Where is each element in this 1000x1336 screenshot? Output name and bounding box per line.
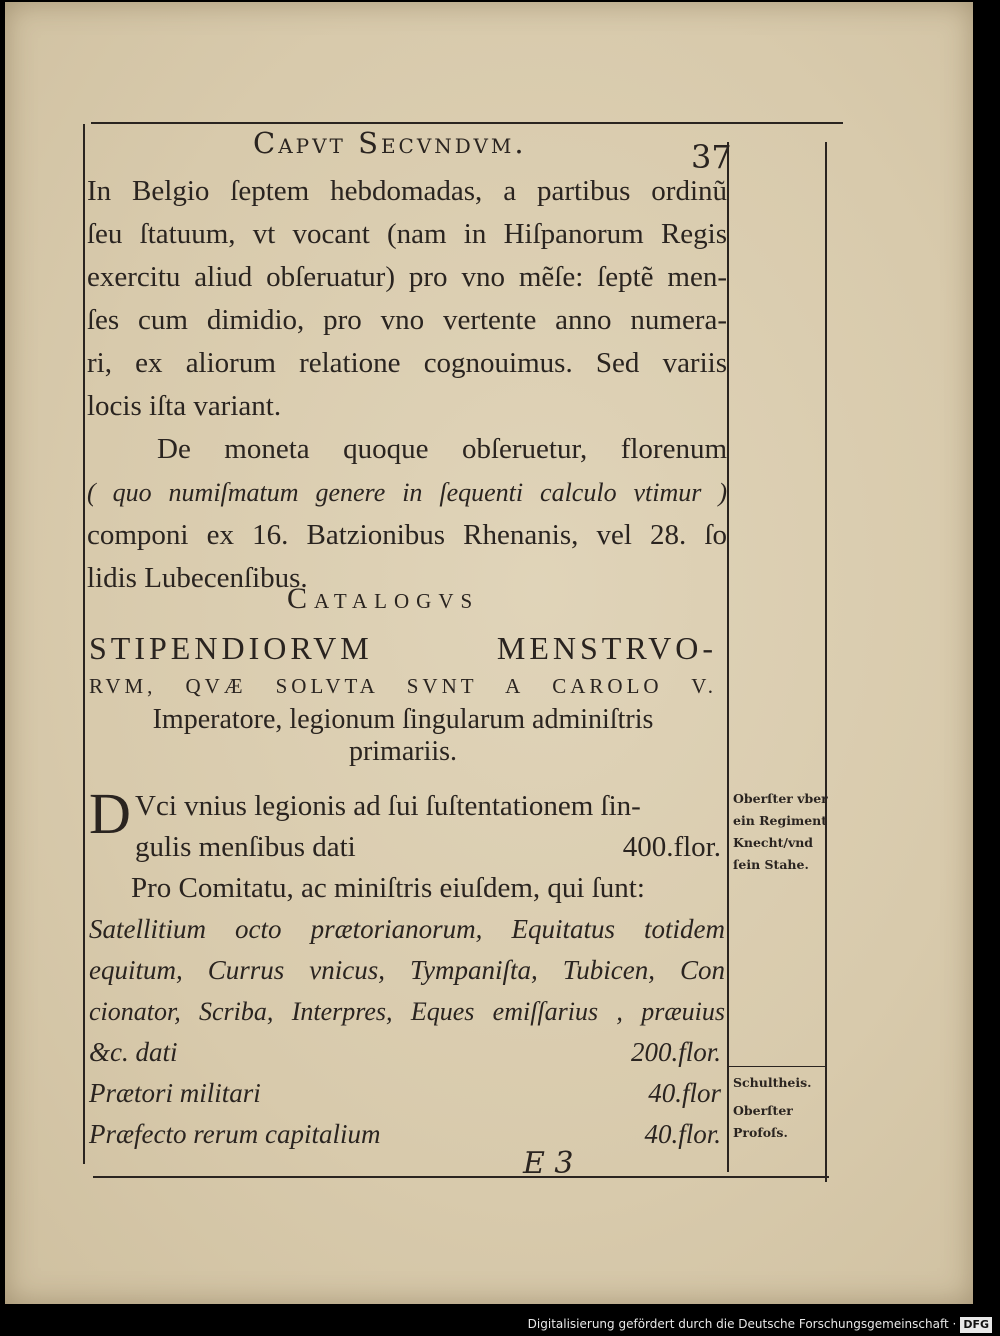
left-rule xyxy=(83,124,85,1164)
entry-text: Prætori militari xyxy=(89,1078,261,1108)
entry-line xyxy=(89,1073,725,1114)
stipend-entries xyxy=(89,781,725,1155)
entry-amount: 40.flor. xyxy=(644,1119,721,1149)
dfg-logo: DFG xyxy=(960,1317,992,1333)
outer-right-rule xyxy=(825,142,827,1182)
marginal-note-line: Knecht/vnd xyxy=(733,835,814,850)
digitization-footer xyxy=(0,1312,992,1336)
entry-line: Satellitium octo prætorianorum, Equitatus totidem xyxy=(89,914,725,944)
marginal-note xyxy=(733,1100,793,1144)
body-line: componi ex 16. Batzionibus Rhenanis, vel 28. ſo xyxy=(87,519,727,551)
marginal-note-line: Oberſter xyxy=(733,1103,793,1118)
entry-line xyxy=(89,827,725,868)
catalog-heading-line: RVM, QVÆ SOLVTA SVNT A CAROLO V. xyxy=(89,674,717,698)
running-head: Capvt Secvndvm. xyxy=(253,126,527,160)
entry-line: cionator, Scriba, Interpres, Eques emiſſarius , præuius xyxy=(89,997,725,1026)
body-line: ſes cum dimidio, pro vno vertente anno numera- xyxy=(87,304,727,336)
body-line: In Belgio ſeptem hebdomadas, a partibus ordinũ xyxy=(87,175,727,207)
catalog-subheading: primariis. xyxy=(348,736,458,767)
marginal-note-line: Profoſs. xyxy=(733,1125,788,1140)
catalog-heading-line: STIPENDIORVM MENSTRVO- xyxy=(89,630,717,666)
book-page xyxy=(5,2,973,1304)
body-line: ri, ex aliorum relatione cognouimus. Sed variis xyxy=(87,347,727,379)
entry-text: gulis menſibus dati xyxy=(135,831,356,863)
entry-line xyxy=(89,1032,725,1073)
body-line: lidis Lubecenſibus. xyxy=(87,562,308,594)
top-rule xyxy=(91,122,843,124)
bottom-rule xyxy=(93,1176,829,1178)
entry-amount: 40.flor xyxy=(648,1078,721,1108)
marginal-note-line: ein Regiment xyxy=(733,813,828,828)
entry-line: equitum, Currus vnicus, Tympaniſta, Tubicen, Con xyxy=(89,955,725,985)
marginal-note xyxy=(733,1072,812,1094)
catalog-subheading: Imperatore, legionum ſingularum adminiſtris xyxy=(152,704,654,735)
entry-text: Pro Comitatu, ac miniſtris eiuſdem, qui ſunt: xyxy=(131,872,645,904)
entry-line xyxy=(89,781,725,846)
signature-mark: E 3 xyxy=(523,1146,574,1181)
body-line: ( quo numiſmatum genere in ſequenti calculo vtimur ) xyxy=(87,478,727,507)
body-text xyxy=(87,170,727,600)
entry-text: Vci vnius legionis ad ſui ſuſtentationem ſin- xyxy=(135,790,641,822)
footer-text: Digitalisierung gefördert durch die Deutsche Forschungsgemeinschaft · xyxy=(527,1317,957,1331)
marginal-note-line: ſein Stahe. xyxy=(733,857,809,872)
marginal-note-line: Oberſter vber xyxy=(733,791,828,806)
marginal-note-line: Schultheis. xyxy=(733,1075,812,1090)
catalog-title: Catalogvs xyxy=(287,582,480,615)
drop-capital: D xyxy=(89,781,131,846)
body-line: ſeu ſtatuum, vt vocant (nam in Hiſpanorum Regis xyxy=(87,218,727,250)
entry-line xyxy=(89,868,725,909)
body-line: locis iſta variant. xyxy=(87,390,282,422)
marginal-note xyxy=(733,788,828,876)
text-right-rule xyxy=(727,142,729,1172)
entry-line xyxy=(89,1114,725,1155)
entry-text: Præfecto rerum capitalium xyxy=(89,1119,381,1149)
marginal-divider xyxy=(729,1066,825,1067)
body-line: De moneta quoque obſeruetur, florenum xyxy=(157,433,727,465)
body-line: exercitu aliud obſeruatur) pro vno mẽſe: ſeptẽ men- xyxy=(87,261,727,293)
entry-text: &c. dati xyxy=(89,1037,178,1067)
page-number: 37 xyxy=(691,138,732,176)
entry-amount: 200.flor. xyxy=(630,1037,721,1067)
entry-amount: 400.flor. xyxy=(622,831,721,863)
